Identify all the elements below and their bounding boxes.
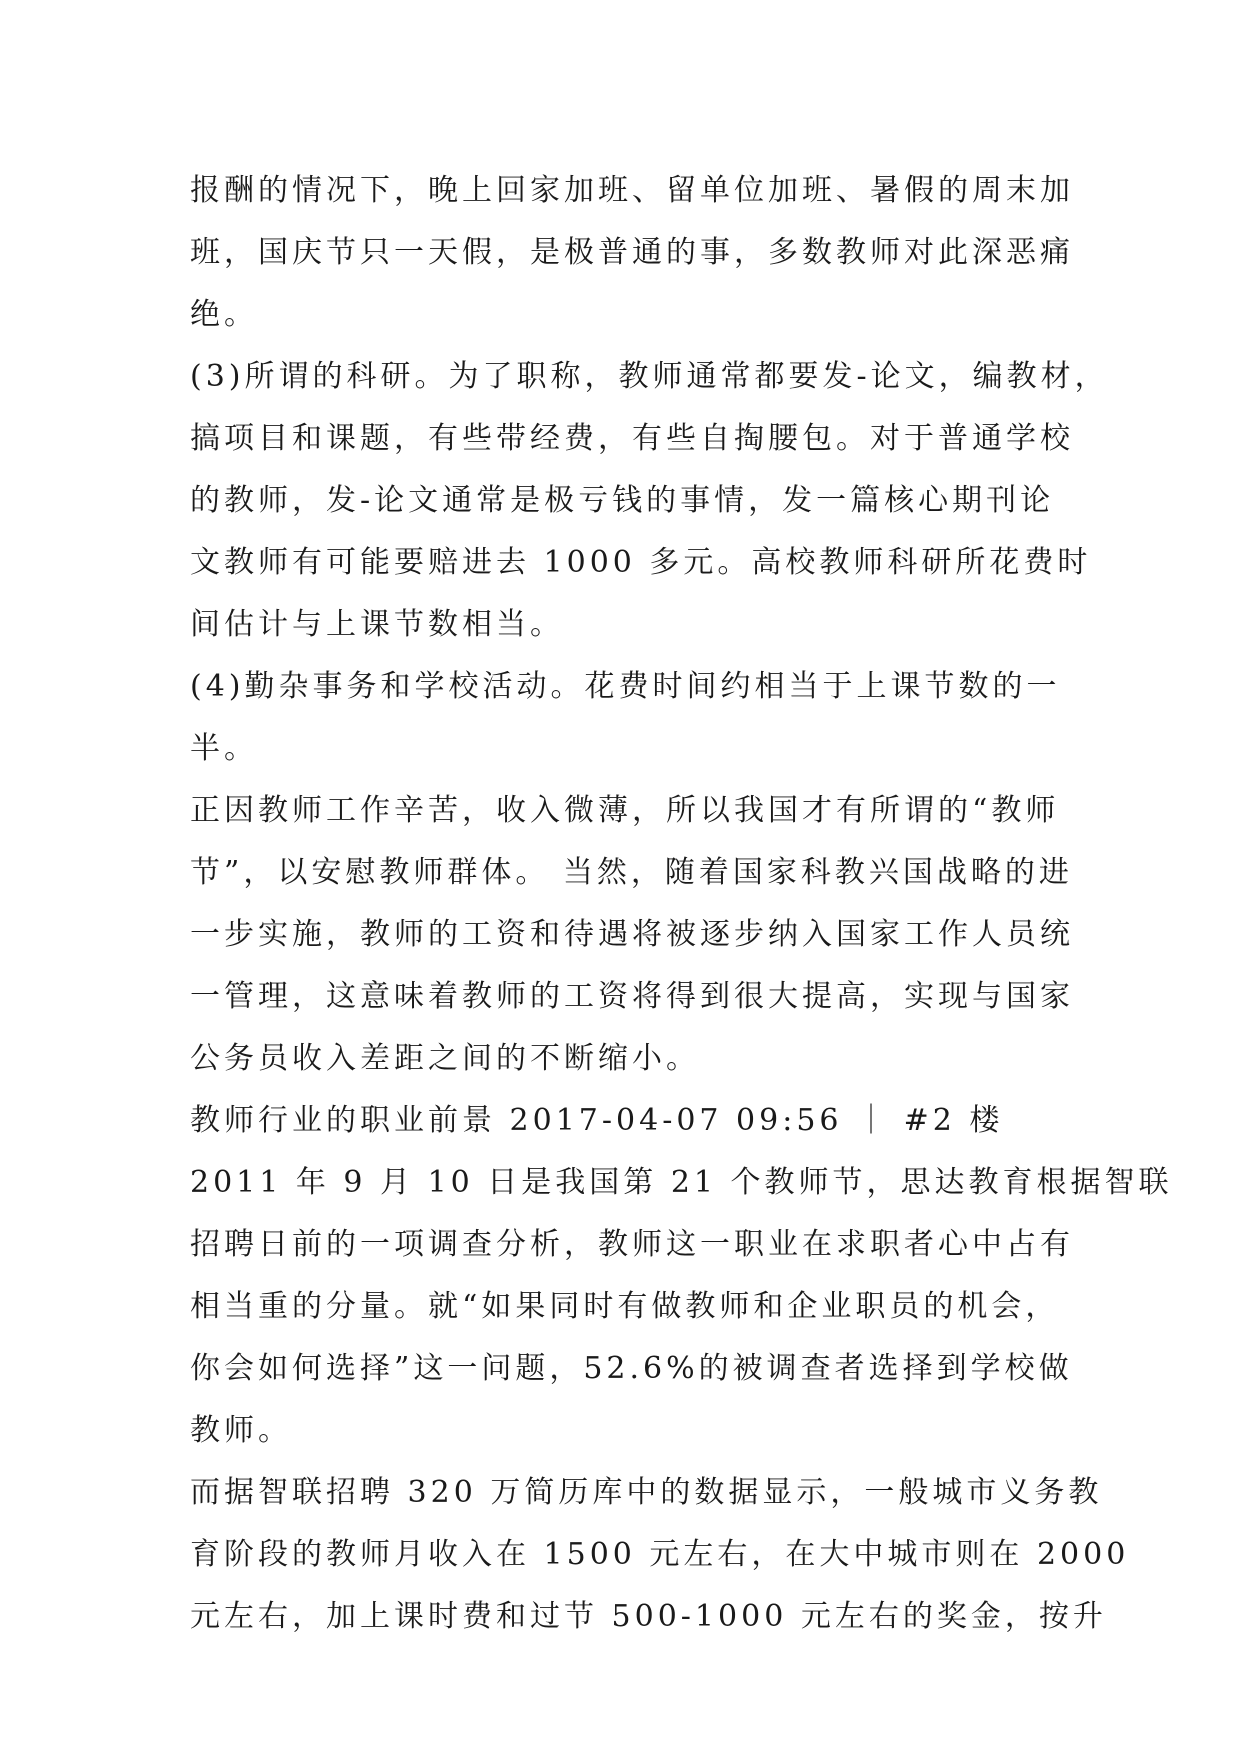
text-line: 正因教师工作辛苦，收入微薄，所以我国才有所谓的“教师	[190, 793, 1060, 828]
document-body	[190, 160, 1173, 1648]
text-line: 2011 年 9 月 10 日是我国第 21 个教师节，思达教育根据智联	[190, 1165, 1173, 1200]
post-header: 教师行业的职业前景 2017-04-07 09:56 ｜ #2 楼	[190, 1103, 1004, 1138]
text-line: 育阶段的教师月收入在 1500 元左右，在大中城市则在 2000	[190, 1537, 1130, 1572]
text-line: 班，国庆节只一天假，是极普通的事，多数教师对此深恶痛	[190, 235, 1074, 270]
text-line: 绝。	[190, 297, 258, 332]
text-line: 一步实施，教师的工资和待遇将被逐步纳入国家工作人员统	[190, 917, 1074, 952]
text-line: 一管理，这意味着教师的工资将得到很大提高，实现与国家	[190, 979, 1074, 1014]
text-line: 文教师有可能要赔进去 1000 多元。高校教师科研所花费时	[190, 545, 1092, 580]
text-line: 你会如何选择”这一问题，52.6%的被调查者选择到学校做	[190, 1351, 1073, 1386]
text-line: 间估计与上课节数相当。	[190, 607, 564, 642]
text-line: 相当重的分量。就“如果同时有做教师和企业职员的机会，	[190, 1289, 1060, 1324]
text-line: 节”，以安慰教师群体。 当然，随着国家科教兴国战略的进	[190, 855, 1073, 890]
text-line: 报酬的情况下，晚上回家加班、留单位加班、暑假的周末加	[190, 173, 1074, 208]
text-line: 搞项目和课题，有些带经费，有些自掏腰包。对于普通学校	[190, 421, 1074, 456]
text-line: 元左右，加上课时费和过节 500-1000 元左右的奖金，按升	[190, 1599, 1107, 1634]
text-line: 半。	[190, 731, 258, 766]
text-line: (3)所谓的科研。为了职称，教师通常都要发-论文，编教材，	[190, 359, 1109, 394]
text-line: 招聘日前的一项调查分析，教师这一职业在求职者心中占有	[190, 1227, 1074, 1262]
text-line: (4)勤杂事务和学校活动。花费时间约相当于上课节数的一	[190, 669, 1061, 704]
text-line: 公务员收入差距之间的不断缩小。	[190, 1041, 700, 1076]
text-line: 而据智联招聘 320 万简历库中的数据显示，一般城市义务教	[190, 1475, 1103, 1510]
text-line: 的教师，发-论文通常是极亏钱的事情，发一篇核心期刊论	[190, 483, 1055, 518]
text-line: 教师。	[190, 1413, 292, 1448]
